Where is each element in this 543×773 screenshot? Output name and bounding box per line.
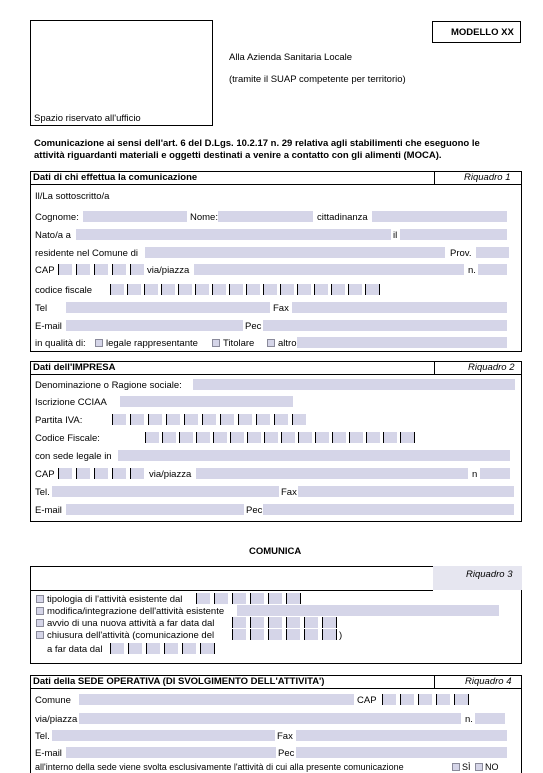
site-cap-digit-5[interactable]	[454, 694, 469, 705]
province-label: Prov.	[450, 248, 472, 259]
tax-code-char-9[interactable]	[246, 284, 260, 295]
closure-effective-date-1[interactable]	[110, 643, 124, 654]
legal-seat-label: con sede legale in	[35, 451, 112, 462]
cap-digit-3[interactable]	[94, 264, 108, 275]
surname-label: Cognome:	[35, 212, 79, 223]
vat-digit-4[interactable]	[166, 414, 180, 425]
fax-field[interactable]	[292, 302, 507, 313]
activity-new-date-1[interactable]	[232, 617, 246, 628]
birthdate-field[interactable]	[400, 229, 507, 240]
company-email-label: E-mail	[35, 505, 62, 516]
company-street-field[interactable]	[196, 468, 468, 479]
tax-code-char-5[interactable]	[178, 284, 192, 295]
tax-code-char-3[interactable]	[144, 284, 158, 295]
tax-code-label: codice fiscale	[35, 285, 93, 296]
vat-digit-1[interactable]	[112, 414, 126, 425]
activity-existing-date-5[interactable]	[268, 593, 282, 604]
activity-new-checkbox[interactable]	[36, 619, 44, 627]
pec-label: Pec	[245, 321, 262, 332]
activity-new-label: avvio di una nuova attività a far data dal	[47, 618, 215, 629]
company-cap-digit-1[interactable]	[58, 468, 72, 479]
recipient-line-2: (tramite il SUAP competente per territorio)	[229, 74, 406, 85]
vat-digit-5[interactable]	[184, 414, 198, 425]
closure-effective-date-5[interactable]	[182, 643, 196, 654]
tax-code-char-16[interactable]	[365, 284, 380, 295]
street-number-field[interactable]	[478, 264, 507, 275]
model-label: MODELLO XX	[451, 27, 514, 38]
company-cap-digit-5[interactable]	[130, 468, 144, 479]
site-city-label: Comune	[35, 695, 71, 706]
site-street-number-label: n.	[465, 714, 473, 725]
tax-code-char-2[interactable]	[127, 284, 141, 295]
vat-digit-2[interactable]	[130, 414, 144, 425]
company-tax-code-char-9[interactable]	[281, 432, 295, 443]
tax-code-char-4[interactable]	[161, 284, 175, 295]
company-tax-code-char-10[interactable]	[298, 432, 312, 443]
citizenship-label: cittadinanza	[317, 212, 368, 223]
tax-code-char-11[interactable]	[280, 284, 294, 295]
activity-existing-date-6[interactable]	[286, 593, 301, 604]
cap-digit-1[interactable]	[58, 264, 72, 275]
site-cap-digit-3[interactable]	[418, 694, 432, 705]
company-name-field[interactable]	[193, 379, 515, 390]
vat-digit-9[interactable]	[256, 414, 270, 425]
vat-digit-6[interactable]	[202, 414, 216, 425]
closure-notice-date-3[interactable]	[268, 629, 282, 640]
name-field[interactable]	[218, 211, 313, 222]
role-other-field[interactable]	[297, 337, 507, 348]
site-tel-field[interactable]	[52, 730, 275, 741]
exclusive-no-label: NO	[485, 762, 499, 772]
activity-new-date-2[interactable]	[250, 617, 264, 628]
section-2-header	[30, 361, 522, 375]
company-tax-code-char-1[interactable]	[145, 432, 159, 443]
company-tel-field[interactable]	[52, 486, 279, 497]
role-legal-rep-label: legale rappresentante	[106, 338, 198, 349]
activity-existing-date-2[interactable]	[214, 593, 228, 604]
closure-notice-date-1[interactable]	[232, 629, 246, 640]
company-cap-digit-2[interactable]	[76, 468, 90, 479]
closure-notice-close-paren: )	[339, 630, 343, 641]
citizenship-field[interactable]	[372, 211, 507, 222]
tax-code-char-8[interactable]	[229, 284, 243, 295]
name-label: Nome:	[190, 212, 218, 223]
section-3-box-label: Riquadro 3	[466, 569, 513, 580]
role-other-checkbox[interactable]	[267, 339, 275, 347]
closure-notice-date-4[interactable]	[286, 629, 300, 640]
site-email-field[interactable]	[66, 747, 276, 758]
surname-field[interactable]	[83, 211, 187, 222]
activity-modification-label: modifica/integrazione dell'attività esistente	[47, 606, 225, 617]
activity-existing-checkbox[interactable]	[36, 595, 44, 603]
company-street-label: via/piazza	[149, 469, 192, 480]
exclusive-no-checkbox[interactable]	[475, 763, 483, 771]
company-tax-code-char-4[interactable]	[196, 432, 210, 443]
activity-existing-date-3[interactable]	[232, 593, 246, 604]
residence-label: residente nel Comune di	[35, 248, 138, 259]
company-pec-label: Pec	[246, 505, 263, 516]
activity-modification-field[interactable]	[237, 605, 499, 616]
section-1-box-label: Riquadro 1	[464, 172, 511, 183]
company-tax-code-char-3[interactable]	[179, 432, 193, 443]
cap-digit-4[interactable]	[112, 264, 126, 275]
vat-digit-3[interactable]	[148, 414, 162, 425]
birthplace-field[interactable]	[76, 229, 391, 240]
activity-new-date-3[interactable]	[268, 617, 282, 628]
intro-line-2: attività riguardanti materiali e oggetti destinati a venire a contatto con gli alimenti (MOCA).	[34, 150, 442, 161]
company-street-number-label: n	[472, 469, 478, 480]
company-tax-code-char-7[interactable]	[247, 432, 261, 443]
vat-digit-11[interactable]	[292, 414, 306, 425]
section-4-box-label: Riquadro 4	[465, 676, 512, 687]
site-street-field[interactable]	[79, 713, 461, 724]
company-street-number-field[interactable]	[480, 468, 510, 479]
cap-digit-2[interactable]	[76, 264, 90, 275]
birthdate-label: il	[393, 230, 398, 241]
activity-existing-date-4[interactable]	[250, 593, 264, 604]
activity-closure-checkbox[interactable]	[36, 631, 44, 639]
company-tax-code-char-5[interactable]	[213, 432, 227, 443]
company-name-label: Denominazione o Ragione sociale:	[35, 380, 182, 391]
vat-digit-7[interactable]	[220, 414, 234, 425]
company-tax-code-char-2[interactable]	[162, 432, 176, 443]
vat-digit-8[interactable]	[238, 414, 252, 425]
email-label: E-mail	[35, 321, 62, 332]
site-cap-digit-1[interactable]	[382, 694, 396, 705]
cciaa-label: Iscrizione CCIAA	[35, 397, 107, 408]
tax-code-char-14[interactable]	[331, 284, 345, 295]
site-pec-field[interactable]	[296, 747, 507, 758]
tax-code-char-10[interactable]	[263, 284, 277, 295]
site-street-label: via/piazza	[35, 714, 78, 725]
site-cap-label: CAP	[357, 695, 377, 706]
company-tax-code-char-6[interactable]	[230, 432, 244, 443]
site-pec-label: Pec	[278, 748, 295, 759]
site-tel-label: Tel.	[35, 731, 50, 742]
fax-label: Fax	[273, 303, 289, 314]
intro-line-1: Comunicazione ai sensi dell'art. 6 del D.Lgs. 10.2.17 n. 29 relativa agli stabilimenti che eseguono le	[34, 138, 480, 149]
activity-new-date-5[interactable]	[304, 617, 318, 628]
cciaa-field[interactable]	[120, 396, 293, 407]
section-4-header	[30, 675, 522, 689]
email-field[interactable]	[66, 320, 243, 331]
company-tax-code-char-13[interactable]	[349, 432, 363, 443]
activity-existing-date-1[interactable]	[196, 593, 210, 604]
company-cap-label: CAP	[35, 469, 55, 480]
company-tax-code-label: Codice Fiscale:	[35, 433, 100, 444]
birthplace-label: Nato/a a	[35, 230, 71, 241]
cap-digit-5[interactable]	[130, 264, 144, 275]
legal-seat-field[interactable]	[118, 450, 510, 461]
company-email-field[interactable]	[66, 504, 244, 515]
closure-notice-date-5[interactable]	[304, 629, 318, 640]
tax-code-char-13[interactable]	[314, 284, 328, 295]
tax-code-char-7[interactable]	[212, 284, 226, 295]
closure-notice-date-6[interactable]	[322, 629, 337, 640]
undersigned-label: Il/La sottoscritto/a	[35, 191, 110, 202]
recipient-line-1: Alla Azienda Sanitaria Locale	[229, 52, 353, 63]
section-2-title: Dati dell'IMPRESA	[33, 362, 116, 373]
company-tax-code-char-16[interactable]	[400, 432, 415, 443]
closure-effective-date-4[interactable]	[164, 643, 178, 654]
section-1-title: Dati di chi effettua la comunicazione	[33, 172, 198, 183]
closure-effective-label: a far data dal	[47, 644, 103, 655]
activity-new-date-6[interactable]	[322, 617, 337, 628]
company-cap-digit-4[interactable]	[112, 468, 126, 479]
closure-effective-date-3[interactable]	[146, 643, 160, 654]
site-fax-label: Fax	[277, 731, 293, 742]
company-tax-code-char-15[interactable]	[383, 432, 397, 443]
company-tax-code-char-8[interactable]	[264, 432, 278, 443]
exclusive-activity-question: all'interno della sede viene svolta esclusivamente l'attività di cui alla presente comunicazione	[35, 762, 404, 772]
communicates-heading: COMUNICA	[249, 546, 302, 557]
company-tax-code-char-14[interactable]	[366, 432, 380, 443]
province-field[interactable]	[476, 247, 509, 258]
tel-field[interactable]	[66, 302, 270, 313]
activity-existing-label: tipologia di l'attività esistente dal	[47, 594, 183, 605]
activity-modification-checkbox[interactable]	[36, 607, 44, 615]
section-4-box	[30, 675, 522, 773]
site-cap-digit-4[interactable]	[436, 694, 450, 705]
pec-field[interactable]	[263, 320, 507, 331]
vat-label: Partita IVA:	[35, 415, 83, 426]
tel-label: Tel	[35, 303, 48, 314]
vat-digit-10[interactable]	[274, 414, 288, 425]
closure-effective-date-2[interactable]	[128, 643, 142, 654]
street-field[interactable]	[194, 264, 464, 275]
residence-field[interactable]	[145, 247, 445, 258]
role-owner-label: Titolare	[223, 338, 255, 349]
office-reserved-label: Spazio riservato all'ufficio	[34, 113, 141, 124]
company-tax-code-char-11[interactable]	[315, 432, 329, 443]
street-label: via/piazza	[147, 265, 190, 276]
site-cap-digit-2[interactable]	[400, 694, 414, 705]
company-pec-field[interactable]	[263, 504, 514, 515]
tax-code-char-6[interactable]	[195, 284, 209, 295]
tax-code-char-12[interactable]	[297, 284, 311, 295]
site-email-label: E-mail	[35, 748, 62, 759]
site-fax-field[interactable]	[296, 730, 507, 741]
company-tel-label: Tel.	[35, 487, 50, 498]
company-cap-digit-3[interactable]	[94, 468, 108, 479]
activity-closure-label: chiusura dell'attività (comunicazione del	[47, 630, 215, 641]
section-2-box-label: Riquadro 2	[468, 362, 515, 373]
exclusive-yes-checkbox[interactable]	[452, 763, 460, 771]
tax-code-char-15[interactable]	[348, 284, 362, 295]
role-owner-checkbox[interactable]	[212, 339, 220, 347]
activity-new-date-4[interactable]	[286, 617, 300, 628]
company-tax-code-char-12[interactable]	[332, 432, 346, 443]
closure-effective-date-6[interactable]	[200, 643, 215, 654]
tax-code-char-1[interactable]	[110, 284, 124, 295]
company-fax-label: Fax	[281, 487, 297, 498]
exclusive-yes-label: SÌ	[462, 762, 471, 772]
role-label: in qualità di:	[35, 338, 86, 349]
closure-notice-date-2[interactable]	[250, 629, 264, 640]
street-number-label: n.	[468, 265, 476, 276]
section-4-title: Dati della SEDE OPERATIVA (DI SVOLGIMENTO DELL'ATTIVITA')	[33, 676, 325, 687]
site-street-number-field[interactable]	[475, 713, 505, 724]
role-other-label: altro	[278, 338, 297, 349]
site-city-field[interactable]	[79, 694, 354, 705]
role-legal-rep-checkbox[interactable]	[95, 339, 103, 347]
company-fax-field[interactable]	[298, 486, 514, 497]
section-1-header	[30, 171, 522, 185]
office-reserved-box	[30, 20, 213, 126]
cap-label: CAP	[35, 265, 55, 276]
